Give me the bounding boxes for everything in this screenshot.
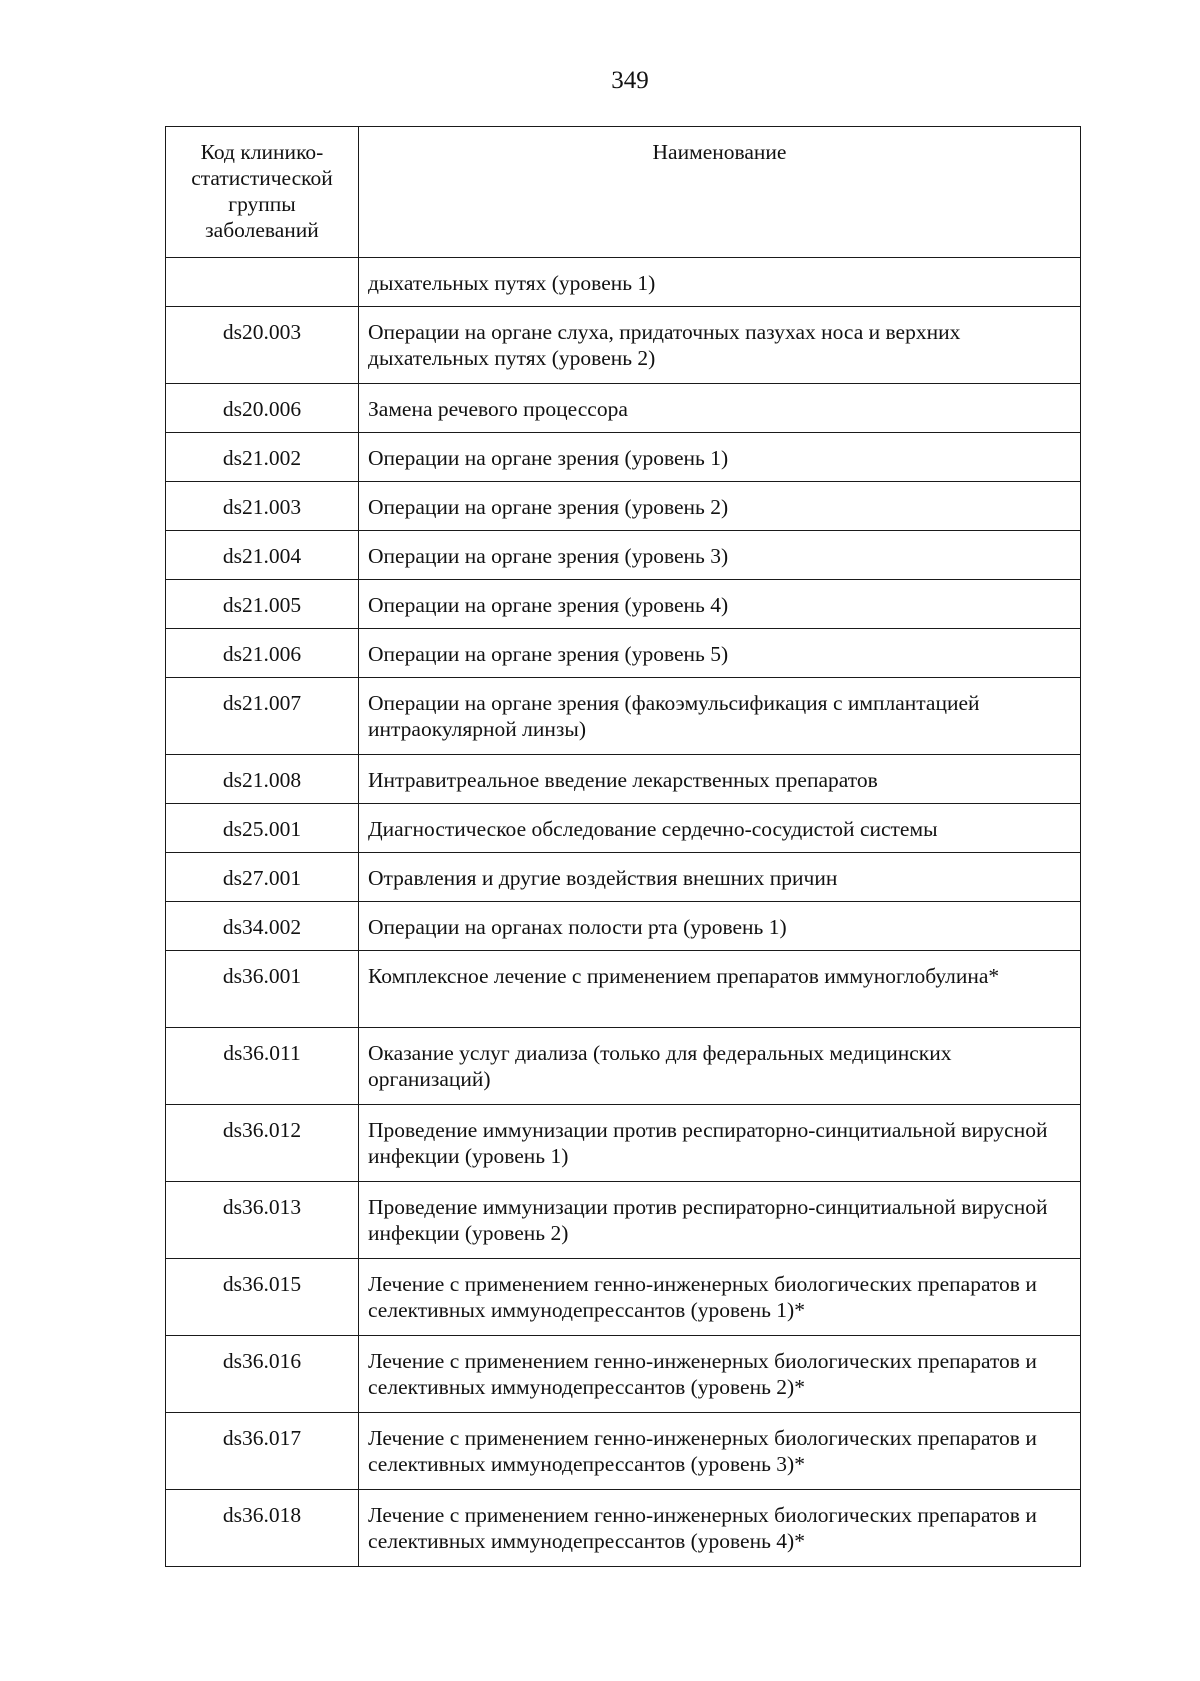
ksg-name-cell: дыхательных путях (уровень 1): [359, 258, 1081, 307]
table-row: [166, 853, 1081, 902]
ksg-name-cell: Диагностическое обследование сердечно-сосудистой системы: [359, 804, 1081, 853]
table-row: [166, 1336, 1081, 1413]
ksg-name-cell: Проведение иммунизации против респираторно-синцитиальной вирусной инфекции (уровень 2): [359, 1182, 1081, 1259]
table-row: [166, 755, 1081, 804]
ksg-name-cell: Операции на органе зрения (уровень 4): [359, 580, 1081, 629]
table-row: [166, 951, 1081, 1028]
ksg-name-cell: Операции на органе зрения (уровень 5): [359, 629, 1081, 678]
ksg-name-cell: Операции на органе зрения (факоэмульсификация с имплантацией интраокулярной линзы): [359, 678, 1081, 755]
table-row: [166, 678, 1081, 755]
ksg-code-cell: ds36.013: [166, 1182, 359, 1259]
table-row: [166, 1413, 1081, 1490]
ksg-code-cell: ds20.003: [166, 307, 359, 384]
table-row: [166, 433, 1081, 482]
table-row: [166, 1105, 1081, 1182]
ksg-code-cell: ds21.004: [166, 531, 359, 580]
table-row: [166, 1259, 1081, 1336]
ksg-name-cell: Операции на органах полости рта (уровень 1): [359, 902, 1081, 951]
ksg-name-cell: Операции на органе зрения (уровень 3): [359, 531, 1081, 580]
ksg-code-cell: ds20.006: [166, 384, 359, 433]
ksg-name-cell: Отравления и другие воздействия внешних причин: [359, 853, 1081, 902]
ksg-code-cell: ds34.002: [166, 902, 359, 951]
table-row: [166, 804, 1081, 853]
header-name: Наименование: [359, 127, 1081, 258]
ksg-name-cell: Операции на органе зрения (уровень 1): [359, 433, 1081, 482]
ksg-name-cell: Лечение с применением генно-инженерных биологических препаратов и селективных иммунодепрессантов (уровень 1)*: [359, 1259, 1081, 1336]
ksg-name-cell: Комплексное лечение с применением препаратов иммуноглобулина*: [359, 951, 1081, 1028]
ksg-code-cell: ds36.001: [166, 951, 359, 1028]
table-row: [166, 384, 1081, 433]
ksg-table: [165, 126, 1081, 1567]
ksg-code-cell: ds36.015: [166, 1259, 359, 1336]
table-row: [166, 1490, 1081, 1567]
ksg-code-cell: ds21.003: [166, 482, 359, 531]
ksg-name-cell: Лечение с применением генно-инженерных биологических препаратов и селективных иммунодепрессантов (уровень 4)*: [359, 1490, 1081, 1567]
ksg-code-cell: ds36.011: [166, 1028, 359, 1105]
ksg-name-cell: Замена речевого процессора: [359, 384, 1081, 433]
ksg-code-cell: ds21.008: [166, 755, 359, 804]
ksg-code-cell: ds21.002: [166, 433, 359, 482]
header-code: Код клинико-статистической группы заболеваний: [166, 127, 359, 258]
ksg-code-cell: ds36.017: [166, 1413, 359, 1490]
header-row: [166, 127, 1081, 258]
table-row: [166, 629, 1081, 678]
ksg-code-cell: ds36.016: [166, 1336, 359, 1413]
table-row: [166, 1028, 1081, 1105]
ksg-code-cell: ds36.018: [166, 1490, 359, 1567]
ksg-code-cell: ds36.012: [166, 1105, 359, 1182]
ksg-name-cell: Лечение с применением генно-инженерных биологических препаратов и селективных иммунодепрессантов (уровень 3)*: [359, 1413, 1081, 1490]
ksg-code-cell: ds27.001: [166, 853, 359, 902]
ksg-name-cell: Интравитреальное введение лекарственных препаратов: [359, 755, 1081, 804]
table-row: [166, 307, 1081, 384]
ksg-name-cell: Операции на органе слуха, придаточных пазухах носа и верхних дыхательных путях (уровень 2): [359, 307, 1081, 384]
ksg-name-cell: Оказание услуг диализа (только для федеральных медицинских организаций): [359, 1028, 1081, 1105]
ksg-code-cell: ds25.001: [166, 804, 359, 853]
ksg-code-cell: [166, 258, 359, 307]
table-body: [166, 258, 1081, 1567]
table-header: [166, 127, 1081, 258]
ksg-name-cell: Лечение с применением генно-инженерных биологических препаратов и селективных иммунодепрессантов (уровень 2)*: [359, 1336, 1081, 1413]
table-row: [166, 482, 1081, 531]
table-row: [166, 258, 1081, 307]
table-row: [166, 1182, 1081, 1259]
table-row: [166, 531, 1081, 580]
ksg-name-cell: Операции на органе зрения (уровень 2): [359, 482, 1081, 531]
ksg-name-cell: Проведение иммунизации против респираторно-синцитиальной вирусной инфекции (уровень 1): [359, 1105, 1081, 1182]
ksg-code-cell: ds21.006: [166, 629, 359, 678]
table-row: [166, 580, 1081, 629]
table-row: [166, 902, 1081, 951]
page-number: 349: [611, 67, 649, 94]
ksg-code-cell: ds21.005: [166, 580, 359, 629]
ksg-code-cell: ds21.007: [166, 678, 359, 755]
